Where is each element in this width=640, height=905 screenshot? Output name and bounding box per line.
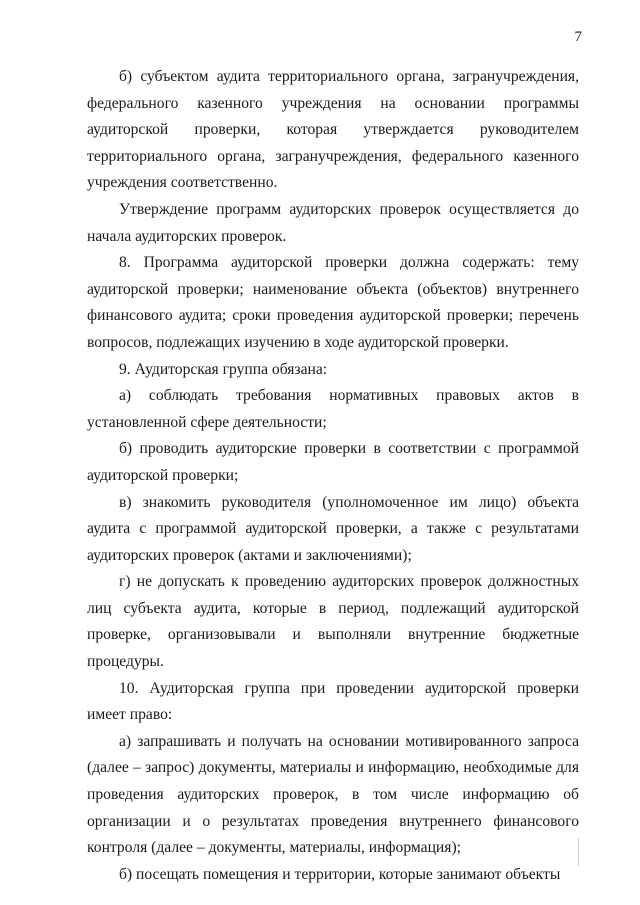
paragraph-9a: а) соблюдать требования нормативных правовых актов в установленной сфере деятельности; xyxy=(87,387,579,431)
paragraph-9b: б) проводить аудиторские проверки в соответствии с программой аудиторской проверки; xyxy=(87,440,579,484)
scan-artifact-line xyxy=(578,838,579,866)
paragraph-9g: г) не допускать к проведению аудиторских проверок должностных лиц субъекта аудита, которые в период, подлежащий аудиторской проверке, организовывали и выполняли внутренние бюджетные процедуры. xyxy=(87,573,579,671)
document-body xyxy=(87,64,579,888)
paragraph-10a: а) запрашивать и получать на основании мотивированного запроса (далее – запрос) документы, материалы и информацию, необходимые для проведения аудиторских проверок, в том числе информацию об организации и о результатах проведения внутреннего финансового контроля (далее – документы, материалы, информация); xyxy=(87,732,579,857)
page-number: 7 xyxy=(574,29,582,45)
paragraph-10b: б) посещать помещения и территории, которые занимают объекты xyxy=(119,865,561,883)
paragraph-9v: в) знакомить руководителя (уполномоченное им лицо) объекта аудита с программой аудиторской проверки, а также с результатами аудиторских проверок (актами и заключениями); xyxy=(87,493,579,564)
paragraph-9-group-obligations: 9. Аудиторская группа обязана: xyxy=(119,360,328,378)
paragraph-10-group-rights: 10. Аудиторская группа при проведении аудиторской проверки имеет право: xyxy=(87,679,579,724)
paragraph-audit-subject-territorial: б) субъектом аудита территориального органа, загранучреждения, федерального казенного учреждения на основании программы аудиторской проверки, которая утверждается руководителем территориального органа, загранучреждения, федерального казенного учреждения соответственно. xyxy=(87,68,579,192)
paragraph-program-approval: Утверждение программ аудиторских проверок осуществляется до начала аудиторских проверок. xyxy=(87,200,579,245)
paragraph-8-program-contents: 8. Программа аудиторской проверки должна содержать: тему аудиторской проверки; наименование объекта (объектов) внутреннего финансового аудита; сроки проведения аудиторской проверки; перечень вопросов, подлежащих изучению в ходе аудиторской проверки. xyxy=(87,254,579,351)
